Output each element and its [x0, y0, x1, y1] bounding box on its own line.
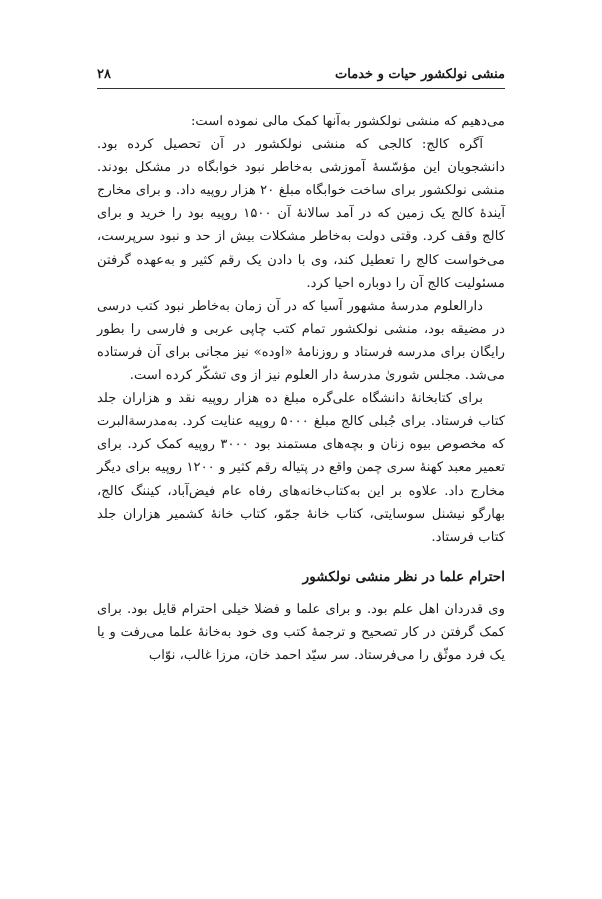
header-divider: [97, 88, 505, 89]
page-number: ۲۸: [97, 66, 111, 82]
paragraph-agra-college: آگره کالج: کالجی که منشی نولکشور در آن تحصیل کرده بود. دانشجویان این مؤسّسهٔ آموزشی به‌خاطر نبود خوابگاه در مشکل بودند. منشی نولکشور برای ساخت خوابگاه مبلغ ۲۰ هزار روپیه داد. و برای مخارج آیندهٔ کالج یک زمین که در آمد سالانهٔ آن ۱۵۰۰ روپیه بود را خرید و برای کالج وقف کرد. وقتی دولت به‌خاطر مشکلات بیش از حد و نبود سرپرست، می‌خواست کالج را تعطیل کند، وی با دادن یک رقم کثیر و به‌عهده گرفتن مسئولیت کالج آن را دوباره احیا کرد.: [97, 137, 505, 291]
section-heading: احترام علما در نظر منشی نولکشور: [302, 568, 505, 585]
paragraph-donations: برای کتابخانهٔ دانشگاه علی‌گره مبلغ ده هزار روپیه نقد و هزاران جلد کتاب فرستاد. برای جُبلی کالج مبلغ ۵۰۰۰ روپیه عنایت کرد. به‌مدرسةالبرت که مخصوص بیوه زنان و بچه‌های مستمند بود ۳۰۰۰ روپیه کمک کرد. برای تعمیر معبد کهنهٔ سری چمن واقع در پتیاله رقم کثیر و ۱۲۰۰ روپیه برای دیگر مخارج داد. علاوه بر این به‌کتاب‌خانه‌های رفاه عام فیض‌آباد، کیننگ کالج، بهارگو نیشنل سوسایتی، کتاب خانهٔ جمّو، کتاب خانهٔ کشمیر هزاران جلد کتاب فرستاد.: [97, 391, 506, 545]
running-header: [97, 62, 505, 86]
paragraph-darululoom: دارالعلوم مدرسهٔ مشهور آسیا که در آن زمان به‌خاطر نبود کتب درسی در مضیقه بود، منشی نولکشور تمام کتب چاپی عربی و فارسی را بطور رایگان برای مدرسه فرستاد و روزنامهٔ «اوده» نیز مجانی برای آن فرستاده می‌شد. مجلس شوریٰ مدرسهٔ دار العلوم نیز از وی تشکّر کرده است.: [97, 298, 505, 384]
paragraph-intro: می‌دهیم که منشی نولکشور به‌آنها کمک مالی نموده است:: [190, 114, 505, 129]
paragraph-scholars: وی قدردان اهل علم بود. و برای علما و فضلا خیلی احترام قایل بود. برای کمک گرفتن در کار تصحیح و ترجمهٔ کتب وی خود به‌خانهٔ علما می‌رفت و یا یک فرد موثّق را می‌فرستاد. سر سیّد احمد خان، مرزا غالب، نوّاب: [97, 601, 505, 664]
running-title: منشی نولکشور حیات و خدمات: [335, 66, 505, 82]
body-text: [97, 110, 505, 667]
